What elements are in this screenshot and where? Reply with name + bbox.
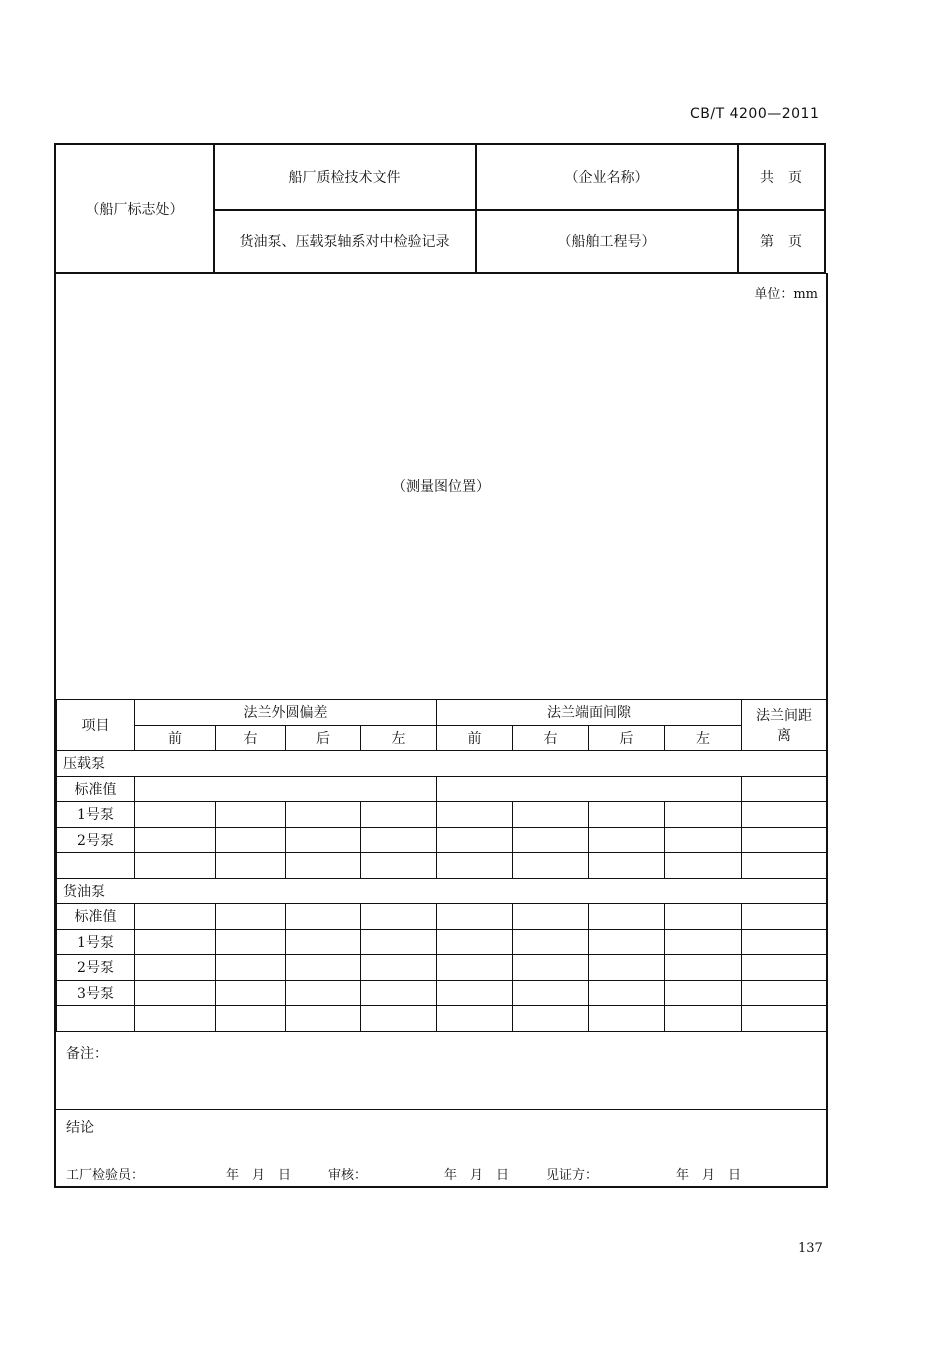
table-cell[interactable] — [286, 955, 361, 981]
reviewer-date: 年 月 日 — [444, 1168, 510, 1183]
flange-distance-header — [742, 700, 827, 751]
table-cell[interactable] — [742, 1006, 827, 1032]
table-cell[interactable] — [135, 980, 216, 1006]
witness-label: 见证方： — [546, 1168, 599, 1183]
shipyard-logo-placeholder: （船厂标志处） — [85, 201, 184, 218]
table-cell[interactable] — [361, 955, 437, 981]
remarks-label: 备注： — [66, 1046, 108, 1062]
table-cell[interactable] — [513, 955, 589, 981]
table-cell[interactable] — [742, 853, 827, 879]
table-cell[interactable] — [513, 1006, 589, 1032]
record-body — [54, 273, 828, 1188]
table-cell[interactable] — [665, 1006, 742, 1032]
table-cell[interactable] — [286, 929, 361, 955]
page-number-field: 第 页 — [760, 234, 802, 250]
conclusion-section[interactable] — [56, 1109, 826, 1184]
row-label: 2号泵 — [57, 827, 135, 853]
table-cell[interactable] — [589, 1006, 665, 1032]
table-cell[interactable] — [135, 802, 216, 828]
row-label: 标准值 — [57, 904, 135, 930]
row-label: 2号泵 — [57, 955, 135, 981]
table-cell[interactable] — [135, 776, 437, 802]
table-cell[interactable] — [216, 1006, 286, 1032]
direction-rear: 后 — [589, 725, 665, 751]
ballast-pump-group: 压载泵 — [57, 751, 827, 777]
remarks-section[interactable] — [56, 1035, 826, 1110]
reviewer-label: 审核： — [328, 1168, 368, 1183]
table-cell[interactable] — [437, 776, 742, 802]
table-cell[interactable] — [361, 802, 437, 828]
table-cell[interactable] — [437, 980, 513, 1006]
table-cell[interactable] — [437, 904, 513, 930]
document-header — [54, 143, 826, 274]
table-cell[interactable] — [216, 904, 286, 930]
table-cell[interactable] — [286, 980, 361, 1006]
drawing-placeholder: （测量图位置） — [392, 479, 490, 495]
table-cell[interactable] — [135, 955, 216, 981]
table-cell[interactable] — [286, 827, 361, 853]
table-cell[interactable] — [742, 955, 827, 981]
row-label: 1号泵 — [57, 929, 135, 955]
record-title: 货油泵、压载泵轴系对中检验记录 — [239, 234, 450, 250]
table-cell[interactable] — [742, 904, 827, 930]
table-cell[interactable] — [216, 827, 286, 853]
table-cell[interactable] — [135, 1006, 216, 1032]
table-cell[interactable] — [361, 1006, 437, 1032]
flange-outer-deviation-header: 法兰外圆偏差 — [135, 700, 437, 726]
table-cell[interactable] — [286, 853, 361, 879]
table-cell[interactable] — [589, 980, 665, 1006]
table-cell[interactable] — [513, 802, 589, 828]
inspector-date: 年 月 日 — [226, 1168, 292, 1183]
table-cell[interactable] — [742, 827, 827, 853]
row-label: 1号泵 — [57, 802, 135, 828]
measurement-drawing-area — [56, 273, 826, 699]
ship-project-number: （船舶工程号） — [557, 234, 656, 250]
table-cell[interactable] — [437, 1006, 513, 1032]
measurement-table — [56, 699, 827, 1032]
table-cell[interactable] — [742, 980, 827, 1006]
table-cell[interactable] — [286, 904, 361, 930]
table-cell[interactable] — [589, 802, 665, 828]
doc-type: 船厂质检技术文件 — [288, 170, 401, 186]
table-cell[interactable] — [361, 827, 437, 853]
table-cell[interactable] — [665, 802, 742, 828]
direction-right: 右 — [513, 725, 589, 751]
cargo-pump-group: 货油泵 — [57, 878, 827, 904]
direction-front: 前 — [135, 725, 216, 751]
flange-face-gap-header: 法兰端面间隙 — [437, 700, 742, 726]
table-cell[interactable] — [216, 929, 286, 955]
standard-number: CB/T 4200—2011 — [690, 106, 820, 122]
table-cell[interactable] — [589, 827, 665, 853]
table-cell[interactable] — [437, 802, 513, 828]
witness-date: 年 月 日 — [676, 1168, 742, 1183]
table-cell[interactable] — [742, 776, 827, 802]
table-cell[interactable] — [216, 980, 286, 1006]
direction-left: 左 — [361, 725, 437, 751]
flange-distance-line1: 法兰间距 — [756, 708, 812, 724]
table-cell[interactable] — [589, 904, 665, 930]
table-cell[interactable] — [513, 853, 589, 879]
table-cell[interactable] — [216, 955, 286, 981]
table-cell[interactable] — [589, 853, 665, 879]
table-cell[interactable] — [742, 802, 827, 828]
table-cell[interactable] — [361, 980, 437, 1006]
total-pages: 共 页 — [760, 170, 802, 186]
table-cell[interactable] — [135, 929, 216, 955]
table-cell[interactable] — [589, 955, 665, 981]
direction-right: 右 — [216, 725, 286, 751]
company-name: （企业名称） — [564, 170, 649, 186]
table-cell[interactable] — [437, 929, 513, 955]
table-cell[interactable] — [361, 853, 437, 879]
table-cell[interactable] — [286, 1006, 361, 1032]
table-cell[interactable] — [361, 929, 437, 955]
inspector-label: 工厂检验员： — [66, 1168, 145, 1183]
row-label: 3号泵 — [57, 980, 135, 1006]
row-label — [57, 1006, 135, 1032]
table-cell[interactable] — [361, 904, 437, 930]
table-cell[interactable] — [437, 853, 513, 879]
page-number: 137 — [798, 1241, 823, 1256]
flange-distance-line2: 离 — [777, 728, 791, 744]
table-cell[interactable] — [135, 904, 216, 930]
table-cell[interactable] — [665, 929, 742, 955]
table-cell[interactable] — [665, 955, 742, 981]
table-cell[interactable] — [286, 802, 361, 828]
table-cell[interactable] — [135, 827, 216, 853]
table-cell[interactable] — [665, 853, 742, 879]
table-cell[interactable] — [437, 955, 513, 981]
table-cell[interactable] — [216, 853, 286, 879]
table-cell[interactable] — [665, 904, 742, 930]
unit-label: 单位：mm — [754, 287, 818, 302]
direction-front: 前 — [437, 725, 513, 751]
table-cell[interactable] — [665, 827, 742, 853]
table-cell[interactable] — [437, 827, 513, 853]
table-cell[interactable] — [589, 929, 665, 955]
item-header: 项目 — [57, 700, 135, 751]
table-cell[interactable] — [513, 904, 589, 930]
table-cell[interactable] — [513, 980, 589, 1006]
table-cell[interactable] — [665, 980, 742, 1006]
row-label: 标准值 — [57, 776, 135, 802]
table-cell[interactable] — [216, 802, 286, 828]
table-cell[interactable] — [513, 929, 589, 955]
table-cell[interactable] — [135, 853, 216, 879]
table-cell[interactable] — [513, 827, 589, 853]
direction-rear: 后 — [286, 725, 361, 751]
conclusion-label: 结论 — [66, 1120, 94, 1136]
row-label — [57, 853, 135, 879]
direction-left: 左 — [665, 725, 742, 751]
table-cell[interactable] — [742, 929, 827, 955]
